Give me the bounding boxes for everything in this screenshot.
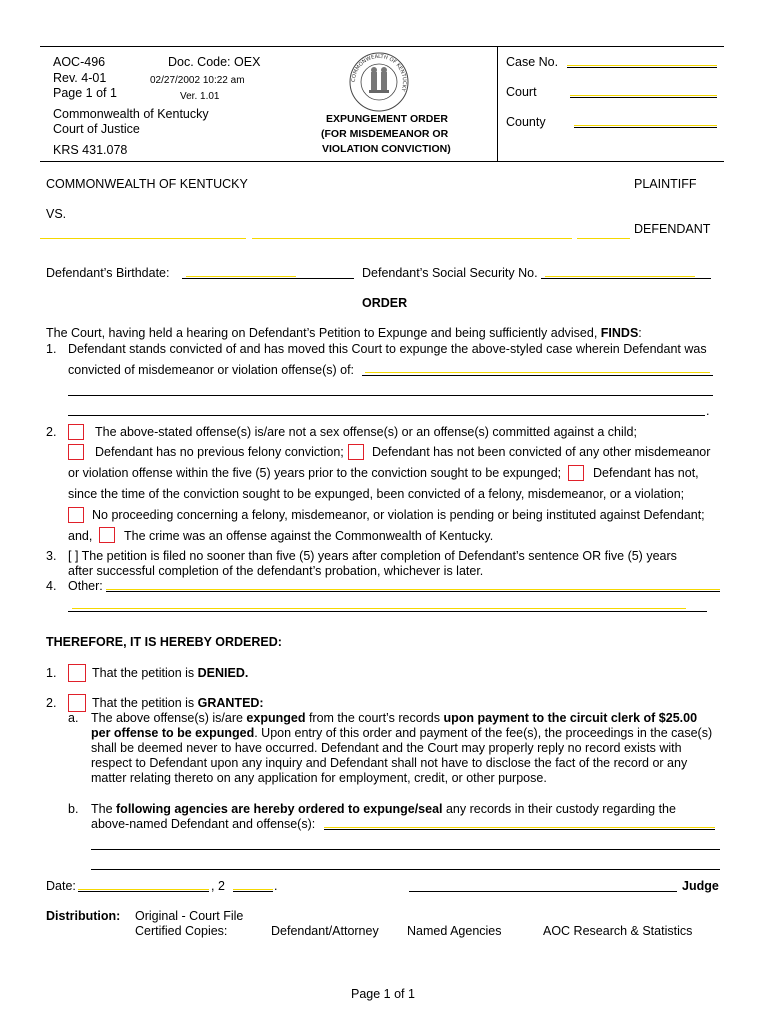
other-field-2[interactable]: [68, 611, 707, 612]
agencies-field-1[interactable]: [324, 829, 715, 830]
offense-field-1[interactable]: [362, 375, 713, 376]
defendant-name-field-1[interactable]: [40, 238, 246, 239]
finding-3-number: 3.: [46, 549, 57, 563]
defendant-label: DEFENDANT: [634, 222, 711, 236]
year-highlight: [233, 889, 273, 890]
finding-3-line-2: after successful completion of the defendant’s probation, whichever is later.: [68, 564, 484, 578]
finding-2g-text: No proceeding concerning a felony, misdemeanor, or violation is pending or being instituted against Defendant;: [92, 508, 705, 522]
finding-2e-text: Defendant has not,: [593, 466, 699, 480]
finding-2h-text: The crime was an offense against the Commonwealth of Kentucky.: [124, 529, 494, 543]
distribution-copy-agencies: Named Agencies: [407, 924, 502, 938]
form-number: AOC-496: [53, 55, 106, 69]
judge-signature-field[interactable]: [409, 891, 677, 892]
other-highlight-1: [106, 589, 720, 590]
revision: Rev. 4-01: [53, 71, 107, 85]
finding-1-period: .: [706, 404, 710, 418]
distribution-certified: Certified Copies:: [135, 924, 228, 938]
finding-1-line-2: convicted of misdemeanor or violation offense(s) of:: [68, 363, 355, 377]
no-conviction-since-checkbox[interactable]: [568, 465, 584, 481]
birthdate-highlight: [186, 276, 296, 277]
item-b-line-1: The following agencies are hereby ordered to expunge/seal any records in their custody regarding the: [91, 802, 676, 816]
form-version: Ver. 1.01: [180, 91, 220, 102]
not-sex-offense-checkbox[interactable]: [68, 424, 84, 440]
distribution-label: Distribution:: [46, 909, 121, 923]
petition-granted-text: That the petition is GRANTED:: [92, 696, 264, 710]
vs-label: VS.: [46, 207, 67, 221]
county-field[interactable]: [574, 127, 717, 128]
distribution-copy-defendant: Defendant/Attorney: [271, 924, 379, 938]
other-label: Other:: [68, 579, 103, 593]
header-bottom-rule: [40, 161, 724, 162]
ordered-heading: THEREFORE, IT IS HEREBY ORDERED:: [46, 635, 282, 649]
finding-2-number: 2.: [46, 425, 57, 439]
title-line-2: (FOR MISDEMEANOR OR: [321, 128, 449, 140]
no-felony-checkbox[interactable]: [68, 444, 84, 460]
date-field[interactable]: [78, 891, 209, 892]
title-line-1: EXPUNGEMENT ORDER: [326, 113, 448, 125]
plaintiff-name: COMMONWEALTH OF KENTUCKY: [46, 177, 248, 191]
case-no-highlight: [567, 65, 717, 66]
finding-2-and: and,: [68, 529, 93, 543]
ssn-label: Defendant’s Social Security No.: [362, 266, 538, 280]
county-highlight: [574, 125, 717, 126]
finding-4-number: 4.: [46, 579, 57, 593]
finding-3-line-1: [ ] The petition is filed no sooner than five (5) years after completion of Defendant’s sentence OR five (5) years: [68, 549, 677, 563]
plaintiff-label: PLAINTIFF: [634, 177, 697, 191]
offense-highlight: [365, 372, 710, 373]
court-of-justice-label: Court of Justice: [53, 122, 140, 136]
krs-label: KRS 431.078: [53, 143, 128, 157]
finding-2a-text: The above-stated offense(s) is/are not a sex offense(s) or an offense(s) committed against a child;: [95, 425, 637, 439]
petition-granted-checkbox[interactable]: [68, 694, 86, 712]
item-a-line-3: shall be deemed never to have occurred. Defendant and the Court may properly reply no record exists with: [91, 741, 682, 755]
agencies-field-2[interactable]: [91, 849, 720, 850]
date-label: Date:: [46, 879, 76, 893]
birthdate-label: Defendant’s Birthdate:: [46, 266, 170, 280]
ordered-2-number: 2.: [46, 696, 57, 710]
case-no-label: Case No.: [506, 55, 559, 69]
title-line-3: VIOLATION CONVICTION): [322, 143, 451, 155]
doc-code: Doc. Code: OEX: [168, 55, 261, 69]
ssn-field[interactable]: [541, 278, 711, 279]
header-divider: [497, 46, 498, 161]
agencies-highlight: [324, 827, 715, 828]
county-label: County: [506, 115, 546, 129]
no-misdemeanor-checkbox[interactable]: [348, 444, 364, 460]
year-prefix: , 2: [211, 879, 225, 893]
commonwealth-label: Commonwealth of Kentucky: [53, 107, 209, 121]
other-highlight-2: [72, 608, 686, 609]
judge-label: Judge: [682, 879, 719, 893]
offense-field-3[interactable]: [68, 415, 705, 416]
distribution-copy-aoc: AOC Research & Statistics: [543, 924, 693, 938]
year-field[interactable]: [233, 891, 273, 892]
court-highlight: [570, 95, 717, 96]
header-top-rule: [40, 46, 724, 47]
birthdate-field[interactable]: [182, 278, 354, 279]
defendant-name-field-2[interactable]: [252, 238, 572, 239]
defendant-name-field-3[interactable]: [577, 238, 630, 239]
item-a-label: a.: [68, 711, 79, 725]
commonwealth-offense-checkbox[interactable]: [99, 527, 115, 543]
year-period: .: [274, 879, 278, 893]
petition-denied-text: That the petition is DENIED.: [92, 666, 249, 680]
court-field[interactable]: [570, 97, 717, 98]
item-b-label: b.: [68, 802, 79, 816]
finding-2d-text: or violation offense within the five (5) years prior to the conviction sought to be expunged;: [68, 466, 562, 480]
item-a-line-1: The above offense(s) is/are expunged from the court’s records upon payment to the circuit clerk of $25.00: [91, 711, 698, 725]
order-intro: The Court, having held a hearing on Defendant’s Petition to Expunge and being sufficiently advised, FINDS:: [46, 326, 642, 340]
date-highlight: [78, 889, 209, 890]
petition-denied-checkbox[interactable]: [68, 664, 86, 682]
item-a-line-4: respect to Defendant upon any inquiry and Defendant shall not have to disclose the fact of the record or any: [91, 756, 688, 770]
offense-field-2[interactable]: [68, 395, 713, 396]
item-b-line-2: above-named Defendant and offense(s):: [91, 817, 316, 831]
kentucky-seal-icon: [349, 52, 409, 112]
finding-2c-text: Defendant has not been convicted of any other misdemeanor: [372, 445, 711, 459]
form-datetime: 02/27/2002 10:22 am: [150, 75, 245, 86]
finding-2b-text: Defendant has no previous felony conviction;: [95, 445, 344, 459]
other-field-1[interactable]: [106, 591, 720, 592]
finding-2f-text: since the time of the conviction sought to be expunged, been convicted of a felony, misdemeanor, or a violation;: [68, 487, 685, 501]
ssn-highlight: [545, 276, 695, 277]
item-a-line-5: matter relating thereto on any application for employment, credit, or other purpose.: [91, 771, 547, 785]
agencies-field-3[interactable]: [91, 869, 720, 870]
svg-text:COMMONWEALTH OF KENTUCKY: COMMONWEALTH OF KENTUCKY: [350, 53, 408, 92]
page-footer: Page 1 of 1: [351, 987, 415, 1001]
no-proceeding-checkbox[interactable]: [68, 507, 84, 523]
item-a-line-2: per offense to be expunged. Upon entry of this order and payment of the fee(s), the proceedings in the case(s): [91, 726, 713, 740]
order-heading: ORDER: [362, 296, 408, 310]
distribution-original: Original - Court File: [135, 909, 244, 923]
court-label: Court: [506, 85, 537, 99]
case-no-field[interactable]: [567, 67, 717, 68]
finding-1-number: 1.: [46, 342, 57, 356]
finding-1-line-1: Defendant stands convicted of and has moved this Court to expunge the above-styled case wherein Defendant was: [68, 342, 707, 356]
ordered-1-number: 1.: [46, 666, 57, 680]
page-count: Page 1 of 1: [53, 86, 117, 100]
